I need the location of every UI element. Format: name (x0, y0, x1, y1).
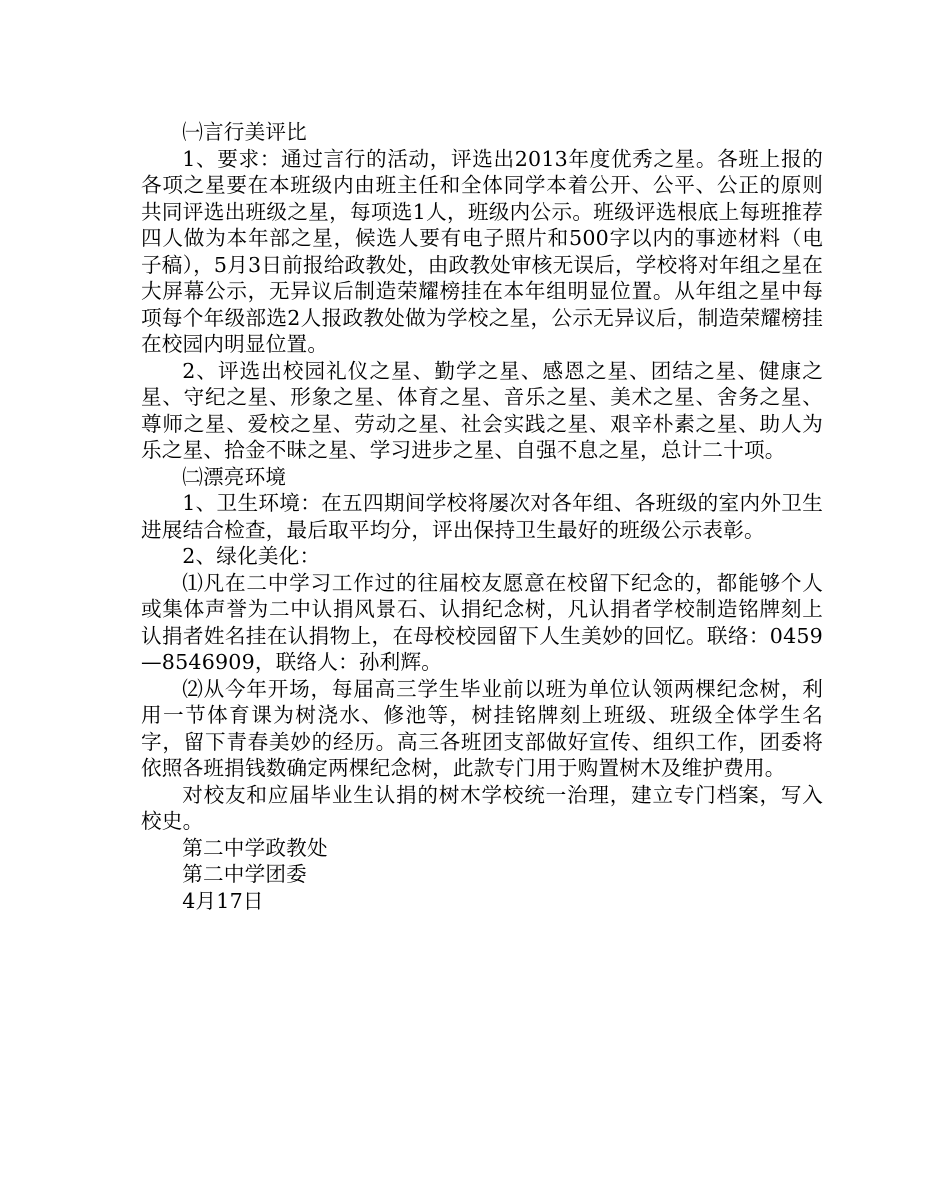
signature-political-office: 第二中学政教处 (182, 835, 328, 860)
paragraph-tree-management: 对校友和应届毕业生认捐的树木学校统一治理，建立专门档案，写入校史。 (141, 782, 823, 833)
paragraph-greening-heading: 2、绿化美化： (182, 544, 321, 568)
document-body (141, 119, 823, 914)
document-date: 4月17日 (182, 888, 264, 913)
paragraph-requirements: 1、要求：通过言行的活动，评选出2013年度优秀之星。各班上报的各项之星要在本班级内由班主任和全体同学本着公开、公平、公正的原则共同评选出班级之星，每项选1人，班级内公示。班级评选根底上每班推荐四人做为本年部之星，候选人要有电子照片和500字以内的事迹材料（电子稿），5月3日前报给政教处，由政教处审核无误后，学校将对年组之星在大屏幕公示，无异议后制造荣耀榜挂在本年组明显位置。从年组之星中每项每个年级部选2人报政教处做为学校之星，公示无异议后，制造荣耀榜挂在校园内明显位置。 (141, 146, 823, 356)
paragraph-hygiene: 1、卫生环境：在五四期间学校将屡次对各年组、各班级的室内外卫生进展结合检查，最后取平均分，评出保持卫生最好的班级公示表彰。 (141, 491, 823, 542)
section-heading-conduct-contest: ㈠言行美评比 (182, 120, 307, 144)
paragraph-alumni-donation: ⑴凡在二中学习工作过的往届校友愿意在校留下纪念的，都能够个人或集体声誉为二中认捐风景石、认捐纪念树，凡认捐者学校制造铭牌刻上认捐者姓名挂在认捐物上，在母校校园留下人生美妙的回忆。联络：0459—8546909，联络人：孙利辉。 (141, 570, 823, 674)
paragraph-star-categories: 2、评选出校园礼仪之星、勤学之星、感恩之星、团结之星、健康之星、守纪之星、形象之星、体育之星、音乐之星、美术之星、舍务之星、尊师之星、爱校之星、劳动之星、社会实践之星、艰辛朴素之星、助人为乐之星、拾金不昧之星、学习进步之星、自强不息之星，总计二十项。 (141, 358, 823, 462)
signature-youth-league: 第二中学团委 (182, 862, 307, 886)
section-heading-environment: ㈡漂亮环境 (182, 464, 287, 489)
paragraph-graduate-trees: ⑵从今年开场，每届高三学生毕业前以班为单位认领两棵纪念树，利用一节体育课为树浇水、修池等，树挂铭牌刻上班级、班级全体学生名字，留下青春美妙的经历。高三各班团支部做好宣传、组织工作，团委将依照各班捐钱数确定两棵纪念树，此款专门用于购置树木及维护费用。 (141, 676, 823, 780)
